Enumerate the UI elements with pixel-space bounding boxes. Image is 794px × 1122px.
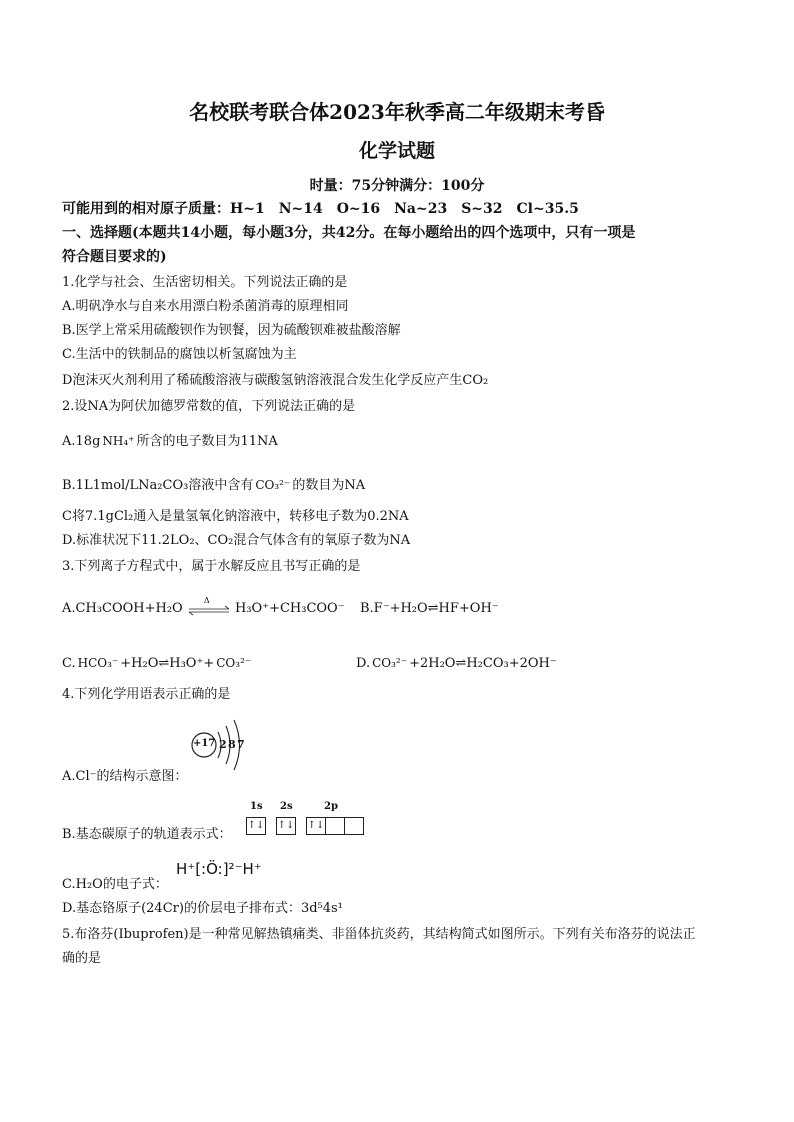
ion-nh4: NH₄⁺ bbox=[102, 434, 135, 448]
q2-stem: 2.设NA为阿伏加德罗常数的值，下列说法正确的是 bbox=[62, 399, 356, 414]
q4-option-b: B.基态碳原子的轨道表示式： bbox=[62, 827, 232, 842]
q2-option-d: D.标准状况下11.2LO₂、CO₂混合气体含有的氧原子数为NA bbox=[62, 533, 411, 548]
ion-co3-c: CO₃²⁻ bbox=[216, 656, 252, 670]
carbon-orbital-diagram: 1s 2s 2p ↑↓ ↑↓ ↑↓ bbox=[244, 801, 364, 837]
exam-subject: 化学试题 bbox=[358, 140, 435, 162]
section-heading-1: 一、选择题(本题共14小题，每小题3分，共42分。在每小题给出的四个选项中，只有一项是 bbox=[62, 225, 636, 241]
q4-option-c: C.H₂O的电子式： bbox=[62, 877, 168, 892]
ion-hco3: HCO₃⁻ bbox=[77, 656, 119, 670]
orbital-1s: ↑↓ bbox=[246, 817, 266, 835]
q4-option-d: D.基态铬原子(24Cr)的价层电子排布式：3d⁵4s¹ bbox=[62, 901, 343, 916]
q3-option-b: B.F⁻+H₂O⇌HF+OH⁻ bbox=[360, 601, 499, 616]
orbital-2p-2 bbox=[325, 817, 345, 835]
orbital-2p-1: ↑↓ bbox=[306, 817, 326, 835]
q4-stem: 4.下列化学用语表示正确的是 bbox=[62, 687, 231, 702]
q3-stem: 3.下列离子方程式中，属于水解反应且书写正确的是 bbox=[62, 559, 361, 574]
exam-meta: 时量：75分钟满分：100分 bbox=[309, 178, 485, 194]
ion-co3: CO₃²⁻ bbox=[255, 478, 291, 492]
q2-option-b: B.1L1mol/LNa₂CO₃溶液中含有 CO₃²⁻ 的数目为NA bbox=[62, 478, 366, 493]
q5-stem-1: 5.布洛芬(Ibuprofen)是一种常见解热镇痛类、非甾体抗炎药，其结构简式如图所示。下列有关布洛芬的说法正 bbox=[62, 927, 696, 942]
q1-option-a: A.明矾净水与自来水用漂白粉杀菌消毒的原理相同 bbox=[62, 299, 349, 314]
cl-ion-structure-diagram: +17 2 8 7 bbox=[188, 712, 258, 782]
q4-option-a: A.Cl⁻的结构示意图： bbox=[62, 769, 188, 784]
orbital-2p-3 bbox=[344, 817, 364, 835]
q3-option-c: C. HCO₃⁻ +H₂O⇌H₃O⁺+ CO₃²⁻ bbox=[62, 656, 252, 671]
q3-option-d: D. CO₃²⁻ +2H₂O⇌H₂CO₃+2OH⁻ bbox=[356, 656, 557, 671]
heating-equilibrium-arrow: Δ bbox=[187, 602, 231, 616]
h2o-electron-formula: H⁺[:Ö:]²⁻H⁺ bbox=[176, 860, 262, 878]
q1-option-b: B.医学上常采用硫酸钡作为钡餐，因为硫酸钡难被盐酸溶解 bbox=[62, 323, 401, 338]
q2-option-c: C将7.1gCl₂通入是量氢氧化钠溶液中，转移电子数为0.2NA bbox=[62, 509, 409, 524]
q3-option-a: A.CH₃COOH+H₂O Δ H₃O⁺+CH₃COO⁻ bbox=[62, 595, 345, 616]
ion-co3-d: CO₃²⁻ bbox=[372, 656, 408, 670]
q1-option-d: D泡沫灭火剂利用了稀硫酸溶液与碳酸氢钠溶液混合发生化学反应产生CO₂ bbox=[62, 373, 489, 388]
section-heading-2: 符合题目要求的) bbox=[62, 249, 167, 265]
orbital-2s: ↑↓ bbox=[276, 817, 296, 835]
q5-stem-2: 确的是 bbox=[62, 951, 102, 966]
exam-title: 名校联考联合体2023年秋季高二年级期末考昏 bbox=[189, 100, 605, 124]
q2-option-a: A.18g NH₄⁺ 所含的电子数目为11NA bbox=[62, 434, 278, 449]
q1-option-c: C.生活中的铁制品的腐蚀以析氢腐蚀为主 bbox=[62, 347, 297, 362]
atomic-masses: 可能用到的相对原子质量：H~1 N~14 O~16 Na~23 S~32 Cl~35.5 bbox=[62, 201, 579, 217]
q1-stem: 1.化学与社会、生活密切相关。下列说法正确的是 bbox=[62, 275, 348, 290]
nucleus-label: +17 bbox=[193, 738, 216, 749]
